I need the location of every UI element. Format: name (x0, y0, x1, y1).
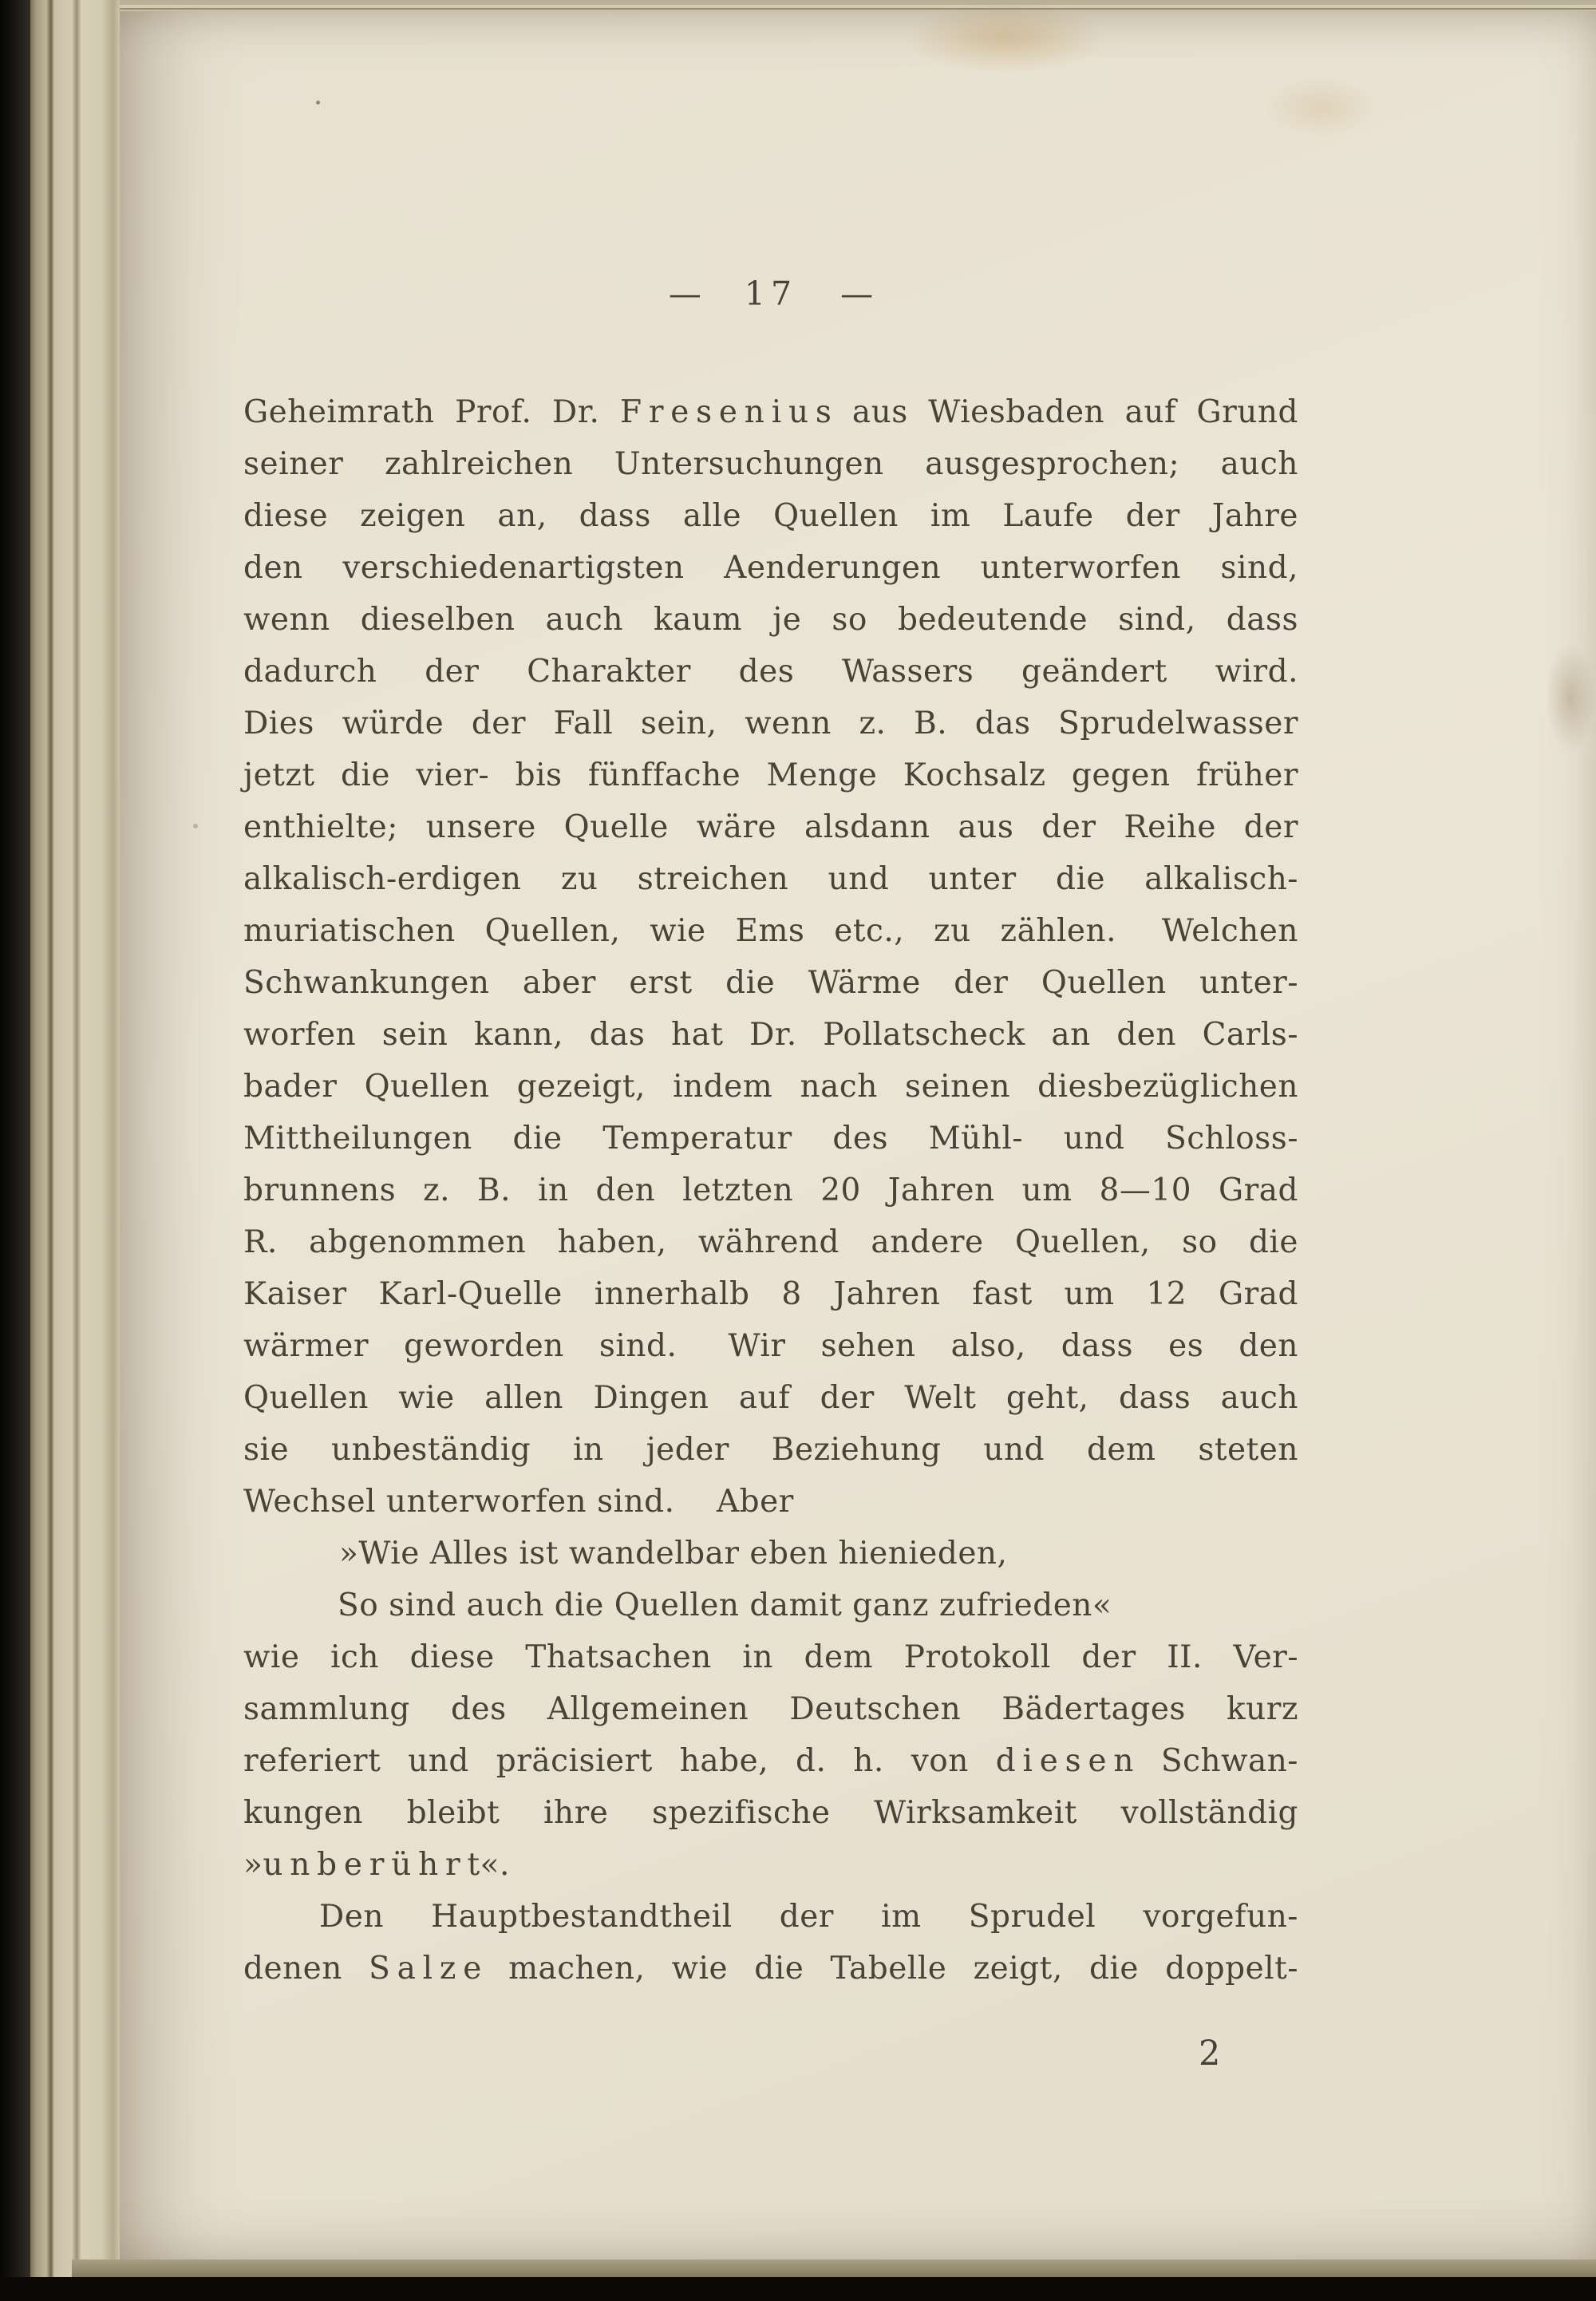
text-line: kungen bleibt ihre spezifische Wirksamkeit vollständig (243, 1795, 1298, 1831)
dust-speck (316, 101, 320, 105)
text-line: brunnens z. B. in den letzten 20 Jahren um 8—10 Grad (243, 1172, 1298, 1208)
text-line: enthielte; unsere Quelle wäre alsdann aus der Reihe der (243, 809, 1298, 845)
text-line: wenn dieselben auch kaum je so bedeutende sind, dass (243, 602, 1298, 638)
header-dash-right: — (840, 275, 874, 313)
text-line: alkalisch-erdigen zu streichen und unter die alkalisch- (243, 861, 1298, 897)
text-line: Dies würde der Fall sein, wenn z. B. das Sprudelwasser (243, 706, 1298, 741)
text-line: Quellen wie allen Dingen auf der Welt geht, dass auch (243, 1380, 1298, 1416)
text-line: Mittheilungen die Temperatur des Mühl- und Schloss- (243, 1121, 1298, 1156)
text-line: seiner zahlreichen Untersuchungen ausgesprochen; auch (243, 446, 1298, 482)
text-line: So sind auch die Quellen damit ganz zufrieden« (338, 1587, 1112, 1623)
scan-background-bottom (0, 2277, 1596, 2301)
page-edge-bottom (72, 2259, 1596, 2277)
book-page (120, 11, 1596, 2259)
text-line: Schwankungen aber erst die Wärme der Quellen unter- (243, 965, 1298, 1001)
header-dash-left: — (668, 275, 701, 313)
text-line: wie ich diese Thatsachen in dem Protokoll der II. Ver- (243, 1639, 1298, 1675)
book-binding-edge (0, 0, 30, 2301)
text-line: sammlung des Allgemeinen Deutschen Bädertages kurz (243, 1691, 1298, 1727)
text-line: denen S a l z e machen, wie die Tabelle zeigt, die doppelt- (243, 1951, 1298, 1987)
text-line: referiert und präcisiert habe, d. h. von d i e s e n Schwan- (243, 1743, 1298, 1779)
text-line: diese zeigen an, dass alle Quellen im Laufe der Jahre (243, 498, 1298, 534)
text-line: worfen sein kann, das hat Dr. Pollatscheck an den Carls- (243, 1017, 1298, 1053)
text-line: dadurch der Charakter des Wassers geändert wird. (243, 654, 1298, 690)
text-line: muriatischen Quellen, wie Ems etc., zu zählen. Welchen (243, 913, 1298, 949)
signature-mark: 2 (1199, 2034, 1221, 2074)
text-line: wärmer geworden sind. Wir sehen also, dass es den (243, 1328, 1298, 1364)
text-line: den verschiedenartigsten Aenderungen unterworfen sind, (243, 550, 1298, 586)
dust-speck (193, 824, 198, 828)
foxing-stain (1261, 75, 1381, 139)
text-line: bader Quellen gezeigt, indem nach seinen diesbezüglichen (243, 1069, 1298, 1105)
text-line: »Wie Alles ist wandelbar eben hienieden, (339, 1536, 1008, 1572)
text-line: jetzt die vier- bis fünffache Menge Kochsalz gegen früher (243, 757, 1298, 793)
page-edge-stack-left (30, 0, 120, 2277)
text-line: sie unbeständig in jeder Beziehung und dem steten (243, 1432, 1298, 1468)
text-block (243, 386, 1298, 1995)
text-line: Geheimrath Prof. Dr. F r e s e n i u s aus Wiesbaden auf Grund (243, 394, 1298, 430)
text-line: Kaiser Karl-Quelle innerhalb 8 Jahren fast um 12 Grad (243, 1276, 1298, 1312)
text-line: R. abgenommen haben, während andere Quellen, so die (243, 1224, 1298, 1260)
page-number-header (243, 275, 1298, 313)
text-line: Den Hauptbestandtheil der im Sprudel vorgefun- (319, 1899, 1298, 1935)
foxing-stain (1545, 642, 1596, 753)
page-edge-top (120, 0, 1596, 11)
text-line: Wechsel unterworfen sind. Aber (243, 1484, 794, 1520)
foxing-stain (902, 2, 1109, 73)
page-number: 17 (744, 275, 798, 313)
text-line: »u n b e r ü h r t«. (243, 1847, 510, 1883)
